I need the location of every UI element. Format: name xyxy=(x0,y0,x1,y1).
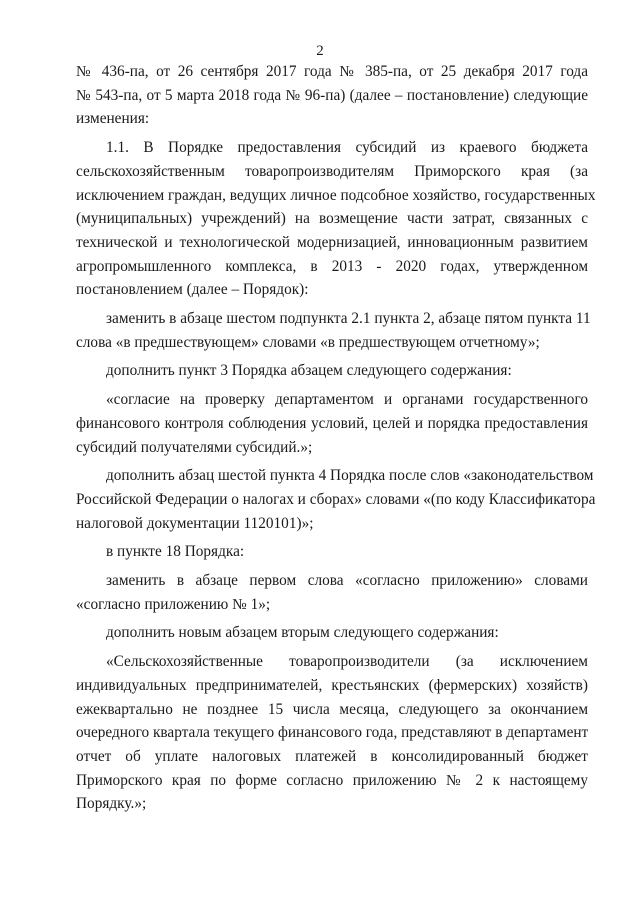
text-line: дополнить новым абзацем вторым следующего содержания: xyxy=(106,624,499,642)
paragraph-add-point-3 xyxy=(76,359,588,383)
text-line: отчет об уплате налоговых платежей в консолидированный бюджет xyxy=(76,747,588,765)
text-line: № 543-па, от 5 марта 2018 года № 96-па) (далее – постановление) следующие xyxy=(76,86,588,104)
text-line: Приморского края по форме согласно приложению № 2 к настоящему xyxy=(76,771,588,789)
text-line: № 436-па, от 26 сентября 2017 года № 385-па, от 25 декабря 2017 года xyxy=(76,63,588,80)
text-line: в пункте 18 Порядка: xyxy=(106,543,245,561)
text-line: 1.1. В Порядке предоставления субсидий из краевого бюджета xyxy=(106,139,588,157)
text-line: Порядку.»; xyxy=(76,795,147,813)
text-line: (муниципальных) учреждений) на возмещение части затрат, связанных с xyxy=(76,210,588,228)
text-line: ежеквартально не позднее 15 числа месяца, следующего за окончанием xyxy=(76,700,588,718)
paragraph-replace-words xyxy=(76,307,591,354)
text-line: «согласие на проверку департаментом и органами государственного xyxy=(106,391,588,409)
paragraph-add-second xyxy=(76,621,588,645)
text-line: постановлением (далее – Порядок): xyxy=(76,281,309,299)
paragraph-point-18 xyxy=(76,540,588,564)
text-line: дополнить абзац шестой пункта 4 Порядка после слов «законодательством xyxy=(106,467,594,485)
text-line: субсидий получателями субсидий.»; xyxy=(76,438,313,456)
text-line: индивидуальных предпринимателей, крестьянских (фермерских) хозяйств) xyxy=(76,676,588,694)
text-line: слова «в предшествующем» словами «в предшествующем отчетному»; xyxy=(76,333,540,351)
text-line: технической и технологической модернизацией, инновационным развитием xyxy=(76,233,588,251)
paragraph-intro xyxy=(76,60,588,131)
paragraph-consent-quote xyxy=(76,388,588,459)
text-line: заменить в абзаце первом слова «согласно приложению» словами xyxy=(106,572,588,590)
text-line: очередного квартала текущего финансового года, представляют в департамент xyxy=(76,724,589,742)
text-line: исключением граждан, ведущих личное подсобное хозяйство, государственных xyxy=(76,186,596,204)
page-number: 2 xyxy=(316,43,324,59)
text-line: агропромышленного комплекса, в 2013 - 2020 годах, утвержденном xyxy=(76,257,588,275)
text-line: изменения: xyxy=(76,110,150,128)
text-line: налоговой документации 1120101)»; xyxy=(76,514,314,532)
text-line: заменить в абзаце шестом подпункта 2.1 пункта 2, абзаце пятом пункта 11 xyxy=(106,310,591,328)
paragraph-producers-quote xyxy=(76,650,588,816)
text-line: «Сельскохозяйственные товаропроизводители (за исключением xyxy=(106,653,588,671)
text-line: сельскохозяйственным товаропроизводителям Приморского края (за xyxy=(76,162,588,180)
document-body xyxy=(76,60,596,816)
paragraph-add-point-4 xyxy=(76,464,596,535)
paragraph-item-1-1 xyxy=(76,136,596,302)
text-line: финансового контроля соблюдения условий, целей и порядка предоставления xyxy=(76,414,588,432)
paragraph-replace-first xyxy=(76,569,588,616)
text-line: дополнить пункт 3 Порядка абзацем следующего содержания: xyxy=(106,362,512,380)
text-line: Российской Федерации о налогах и сборах» словами «(по коду Классификатора xyxy=(76,490,596,508)
text-line: «согласно приложению № 1»; xyxy=(76,595,271,613)
